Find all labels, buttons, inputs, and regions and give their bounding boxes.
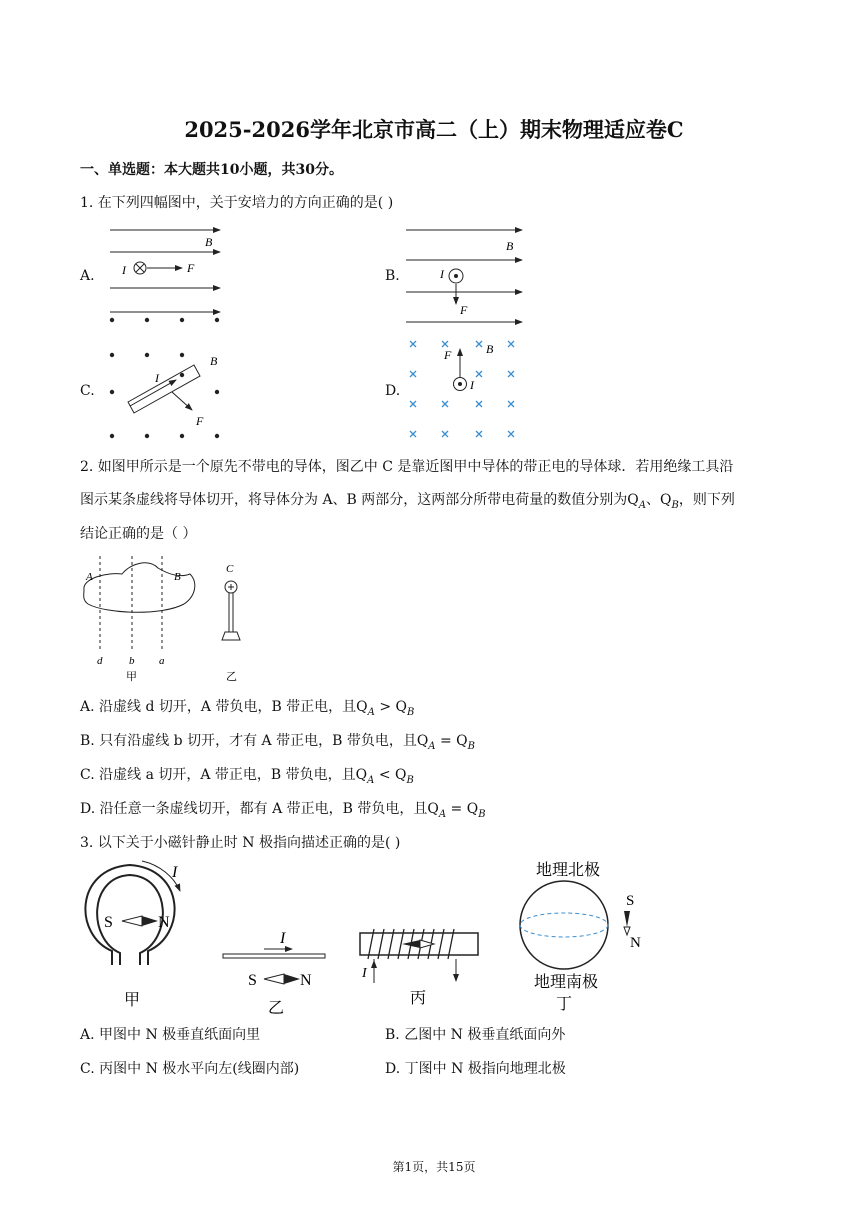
sub-b: B — [407, 706, 415, 718]
svg-text:B: B — [486, 342, 494, 356]
fig-label-jia: 甲 — [126, 671, 137, 683]
svg-text:F: F — [444, 348, 452, 362]
q2-option-b-text: 只有沿虚线 b 切开，才有 A 带正电，B 带负电，且Q — [99, 733, 429, 749]
q3-fig-ding-south: 地理南极 — [534, 974, 599, 991]
sub-b: B — [406, 774, 414, 786]
q2-option-b-letter: B. — [80, 733, 95, 749]
svg-text:B: B — [205, 235, 213, 249]
q3-fig-bing-label: 丙 — [410, 990, 427, 1007]
q2-option-a — [80, 696, 414, 718]
q2-stem-line2-tail: ，则下列 — [678, 492, 735, 508]
q2-option-d-text: 沿任意一条虚线切开，都有 A 带正电，B 带负电，且Q — [99, 801, 439, 817]
q2-option-a-text: 沿虚线 d 切开，A 带负电，B 带正电，且Q — [99, 699, 368, 715]
q1-stem: 1. 在下列四幅图中，关于安培力的方向正确的是( ) — [80, 195, 394, 211]
q3-fig-yi-s: S — [248, 972, 257, 989]
section-heading: 一、单选题：本大题共10小题，共30分。 — [80, 162, 343, 178]
q2-option-d — [80, 798, 486, 820]
q2-stem-line2-text: 图示某条虚线将导体切开，将导体分为 A、B 两部分，这两部分所带电荷量的数值分别为Q — [80, 492, 639, 508]
q2-option-b-rel: = Q — [435, 733, 468, 749]
fig-label-d: d — [97, 655, 103, 667]
svg-text:F: F — [187, 261, 195, 275]
svg-text:F: F — [196, 414, 204, 428]
q3-fig-jia-s: S — [104, 914, 113, 931]
q2-qb: 、Q — [646, 492, 672, 508]
q1-option-b-label: B. — [385, 268, 400, 284]
svg-text:B: B — [210, 354, 218, 368]
q2-stem-line1: 2. 如图甲所示是一个原先不带电的导体，图乙中 C 是靠近图甲中导体的带正电的导体球．若用绝缘工具沿 — [80, 459, 734, 475]
q1-option-a-label: A. — [80, 268, 95, 284]
sub-a: A — [438, 808, 447, 820]
sub-b: B — [671, 499, 679, 511]
q3-fig-bing-i: I — [362, 966, 367, 981]
svg-text:B: B — [506, 239, 514, 253]
q2-figure — [78, 552, 258, 682]
sub-a: A — [367, 774, 375, 786]
q3-option-a: A. 甲图中 N 极垂直纸面向里 — [80, 1027, 261, 1043]
q2-option-c — [80, 764, 414, 786]
q3-stem: 3. 以下关于小磁针静止时 N 极指向描述正确的是( ) — [80, 835, 401, 851]
sub-a: A — [428, 740, 436, 752]
sub-b: B — [478, 808, 486, 820]
svg-text:F: F — [460, 303, 468, 317]
fig-label-b-part: B — [174, 571, 181, 583]
q2-option-c-text: 沿虚线 a 切开，A 带正电，B 带负电，且Q — [99, 767, 368, 783]
fig-label-a-part: A — [86, 571, 93, 583]
fig-label-c: C — [226, 563, 234, 575]
q3-figures — [78, 855, 641, 1017]
q3-fig-yi-i: I — [280, 930, 286, 947]
q1-figure-b — [400, 222, 530, 334]
q2-option-a-letter: A. — [80, 699, 95, 715]
fig-label-yi: 乙 — [226, 671, 237, 683]
q1-option-c-label: C. — [80, 383, 95, 399]
q3-option-c: C. 丙图中 N 极水平向左(线圈内部) — [80, 1061, 300, 1077]
sub-a: A — [367, 706, 375, 718]
q2-stem-line3: 结论正确的是（ ） — [80, 526, 197, 542]
svg-text:I: I — [440, 267, 444, 281]
sub-a: A — [638, 499, 647, 511]
q3-fig-ding-s: S — [626, 893, 635, 909]
q2-option-a-rel: > Q — [374, 699, 407, 715]
q3-option-b: B. 乙图中 N 极垂直纸面向外 — [385, 1027, 566, 1043]
q3-fig-ding-n: N — [630, 935, 641, 951]
q3-fig-jia-label: 甲 — [124, 992, 141, 1009]
q3-fig-jia-i: I — [172, 864, 178, 881]
q2-option-c-letter: C. — [80, 767, 95, 783]
q3-fig-yi-n: N — [300, 972, 312, 989]
q2-option-d-rel: = Q — [446, 801, 479, 817]
q2-option-b — [80, 730, 475, 752]
fig-label-a: a — [159, 655, 165, 667]
q1-figure-a — [100, 220, 230, 320]
fig-label-b: b — [129, 655, 135, 667]
q3-option-d: D. 丁图中 N 极指向地理北极 — [385, 1061, 566, 1077]
svg-text:I: I — [122, 263, 126, 277]
q2-stem-line2 — [80, 489, 735, 511]
page-footer: 第1页，共15页 — [392, 1160, 476, 1174]
q2-option-c-rel: < Q — [374, 767, 407, 783]
q2-option-d-letter: D. — [80, 801, 96, 817]
q1-figure-c — [100, 310, 230, 445]
q3-fig-ding-label: 丁 — [556, 996, 573, 1013]
q3-fig-jia-n: N — [158, 914, 170, 931]
q1-figure-d — [400, 335, 530, 445]
svg-text:I: I — [470, 378, 474, 392]
svg-text:I: I — [155, 371, 159, 385]
sub-b: B — [467, 740, 475, 752]
page-title: 2025-2026学年北京市高二（上）期末物理适应卷C — [184, 117, 684, 142]
q3-fig-ding-north: 地理北极 — [536, 862, 601, 879]
q3-fig-yi-label: 乙 — [268, 1000, 285, 1017]
q1-option-d-label: D. — [385, 383, 401, 399]
